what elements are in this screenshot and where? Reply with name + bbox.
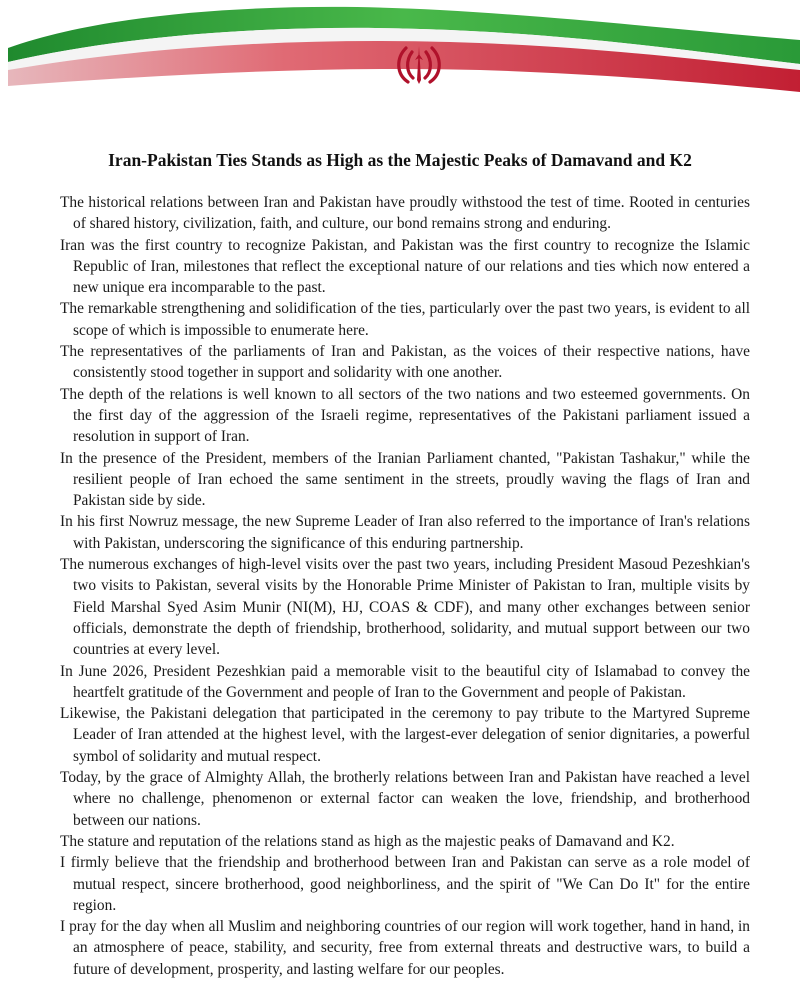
document-title: Iran-Pakistan Ties Stands as High as the Majestic Peaks of Damavand and K2 <box>108 150 692 170</box>
body-paragraph: The depth of the relations is well known to all sectors of the two nations and two esteemed governments. On the first day of the aggression of the Israeli regime, representatives of the Pakistani parliament issued a resolution in support of Iran. <box>60 385 750 446</box>
body-paragraph: In the presence of the President, members of the Iranian Parliament chanted, "Pakistan Tashakur," while the resilient people of Iran echoed the same sentiment in the streets, proudly waving the flags of Iran and Pakistan side by side. <box>60 449 750 510</box>
body-paragraph: I firmly believe that the friendship and brotherhood between Iran and Pakistan can serve as a role model of mutual respect, sincere brotherhood, good neighborliness, and the spirit of "We Can Do It" for the entire region. <box>60 854 750 914</box>
iran-emblem-icon <box>394 40 444 90</box>
body-paragraph: Today, by the grace of Almighty Allah, the brotherly relations between Iran and Pakistan have reached a level where no challenge, phenomenon or external factor can weaken the love, friendship, and brotherhood between our nations. <box>60 769 750 829</box>
body-paragraph: In his first Nowruz message, the new Supreme Leader of Iran also referred to the importance of Iran's relations with Pakistan, underscoring the significance of this enduring partnership. <box>60 513 750 552</box>
body-paragraph: Likewise, the Pakistani delegation that participated in the ceremony to pay tribute to the Martyred Supreme Leader of Iran attended at the highest level, with the largest-ever delegation of senior dignitaries, a powerful symbol of solidarity and mutual respect. <box>60 705 750 765</box>
body-paragraph: In June 2026, President Pezeshkian paid a memorable visit to the beautiful city of Islamabad to convey the heartfelt gratitude of the Government and people of Iran to the Government and people of Pakistan. <box>60 662 750 701</box>
document-body <box>60 192 750 980</box>
body-paragraph: The historical relations between Iran and Pakistan have proudly withstood the test of time. Rooted in centuries of shared history, civilization, faith, and culture, our bond remains strong and enduring. <box>60 194 750 233</box>
body-paragraph: The stature and reputation of the relations stand as high as the majestic peaks of Damavand and K2. <box>60 832 675 850</box>
body-paragraph: I pray for the day when all Muslim and neighboring countries of our region will work together, hand in hand, in an atmosphere of peace, stability, and security, free from external threats and destructive wars, to build a future of development, prosperity, and lasting welfare for our peoples. <box>60 918 750 978</box>
body-paragraph: Iran was the first country to recognize Pakistan, and Pakistan was the first country to recognize the Islamic Republic of Iran, milestones that reflect the exceptional nature of our relations and ties which now entered a new unique era incomparable to the past. <box>60 236 750 297</box>
body-paragraph: The representatives of the parliaments of Iran and Pakistan, as the voices of their respective nations, have consistently stood together in support and solidarity with one another. <box>60 343 750 382</box>
body-paragraph: The remarkable strengthening and solidification of the ties, particularly over the past two years, is evident to all scope of which is impossible to enumerate here. <box>60 300 750 339</box>
letterhead-header <box>0 0 800 110</box>
body-paragraph: The numerous exchanges of high-level visits over the past two years, including President Masoud Pezeshkian's two visits to Pakistan, several visits by the Honorable Prime Minister of Pakistan to Iran, multiple visits by Field Marshal Syed Asim Munir (NI(M), HJ, COAS & CDF), and many other exchanges between senior officials, demonstrate the depth of friendship, brotherhood, solidarity, and mutual support between our two countries at every level. <box>60 556 750 659</box>
